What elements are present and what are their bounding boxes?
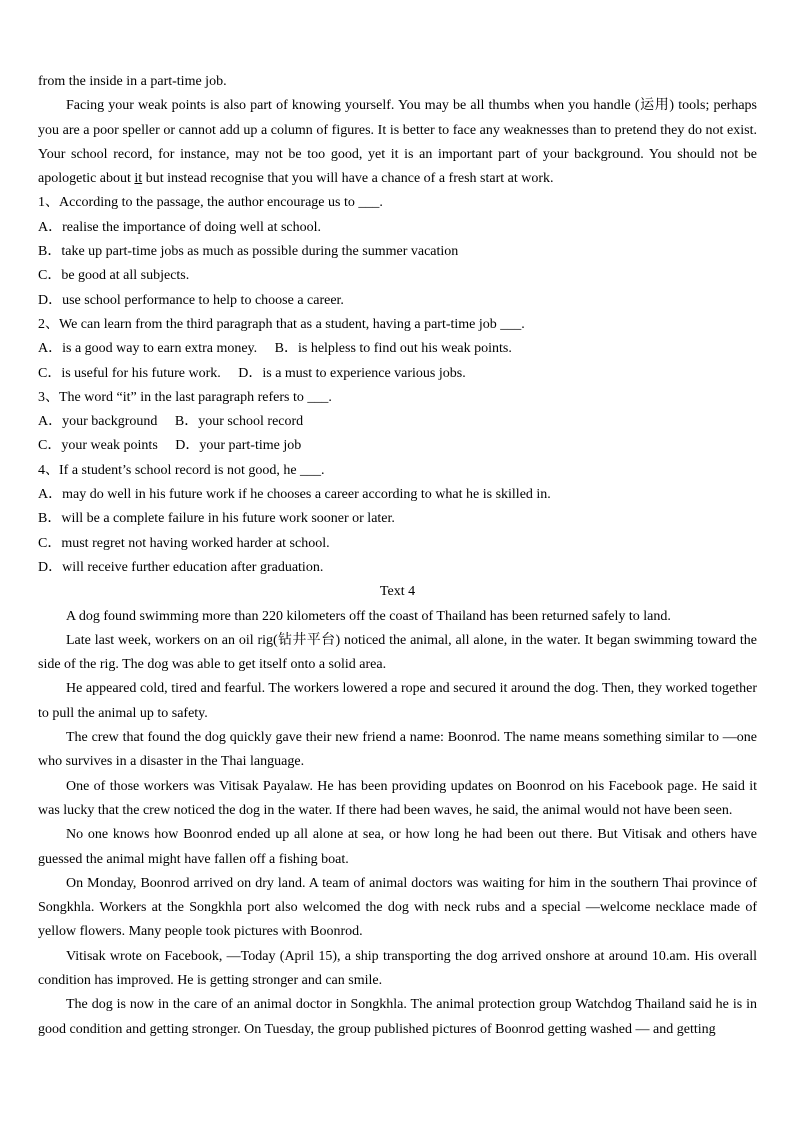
text-4-heading: Text 4 bbox=[379, 584, 416, 600]
paragraph-facing-weak-points bbox=[38, 94, 757, 191]
text4-paragraph-2: Late last week, workers on an oil rig(钻井平台) noticed the animal, all alone, in the water. It began swimming toward the side of the rig. The dog was able to get itself onto a solid area. bbox=[38, 632, 757, 673]
text4-paragraph-1: A dog found swimming more than 220 kilometers off the coast of Thailand has been returned safely to land. bbox=[66, 608, 671, 624]
continuation-text: from the inside in a part-time job. bbox=[38, 74, 227, 89]
question-2-prompt: 2、We can learn from the third paragraph that as a student, having a part-time job ___. bbox=[38, 316, 525, 332]
question-1-option-c: C．be good at all subjects. bbox=[38, 268, 190, 284]
paragraph-segment: Facing your weak points is also part of knowing yourself. You may be all thumbs when you handle (运用) tools; perhaps you are a poor speller or cannot add up a column of figures. It is better to face any weaknesses than to pretend they do not exist. Your school record, for instance, may not be too good, yet it is an important part of your background. You should not be apologetic about bbox=[38, 98, 757, 187]
question-4-option-c: C．must regret not having worked harder at school. bbox=[38, 535, 330, 551]
question-3-options-cd: C．your weak points D．your part-time job bbox=[38, 438, 302, 454]
text4-paragraph-6: No one knows how Boonrod ended up all alone at sea, or how long he had been out there. But Vitisak and others have guessed the animal might have fallen off a fishing boat. bbox=[38, 827, 757, 867]
question-3-options-ab: A．your background B．your school record bbox=[38, 414, 304, 430]
text4-paragraph-7: On Monday, Boonrod arrived on dry land. A team of animal doctors was waiting for him in the southern Thai province of Songkhla. Workers at the Songkhla port also welcomed the dog with neck rubs and a special —welcome necklace made of yellow flowers. Many people took pictures with Boonrod. bbox=[38, 875, 757, 940]
question-4-option-b: B．will be a complete failure in his future work sooner or later. bbox=[38, 511, 395, 527]
question-1-prompt: 1、According to the passage, the author encourage us to ___. bbox=[38, 195, 383, 211]
question-1-option-a: A．realise the importance of doing well at school. bbox=[38, 219, 322, 235]
underlined-word-it: it bbox=[134, 171, 143, 187]
paragraph-segment: but instead recognise that you will have a chance of a fresh start at work. bbox=[142, 171, 554, 187]
question-3-prompt: 3、The word “it” in the last paragraph refers to ___. bbox=[38, 389, 332, 405]
question-1-option-b: B．take up part-time jobs as much as possible during the summer vacation bbox=[38, 244, 459, 260]
text4-paragraph-5: One of those workers was Vitisak Payalaw. He has been providing updates on Boonrod on his Facebook page. He said it was lucky that the crew noticed the dog in the water. If there had been waves, he said, the animal would not have been seen. bbox=[38, 778, 757, 818]
text4-paragraph-3: He appeared cold, tired and fearful. The workers lowered a rope and secured it around the dog. Then, they worked together to pull the animal up to safety. bbox=[38, 681, 757, 721]
text4-paragraph-9: The dog is now in the care of an animal doctor in Songkhla. The animal protection group Watchdog Thailand said he is in good condition and getting stronger. On Tuesday, the group published pictures of Boonrod getting washed — and getting bbox=[38, 997, 757, 1037]
question-1-option-d: D．use school performance to help to choose a career. bbox=[38, 292, 344, 308]
question-4-prompt: 4、If a student’s school record is not good, he ___. bbox=[38, 462, 325, 478]
question-4-option-d: D．will receive further education after graduation. bbox=[38, 559, 324, 575]
text4-paragraph-8: Vitisak wrote on Facebook, —Today (April 15), a ship transporting the dog arrived onshore at around 10.am. His overall condition has improved. He is getting stronger and can smile. bbox=[38, 948, 757, 988]
question-4-option-a: A．may do well in his future work if he chooses a career according to what he is skilled in. bbox=[38, 487, 551, 503]
question-2-options-cd: C．is useful for his future work. D．is a must to experience various jobs. bbox=[38, 365, 466, 381]
text4-paragraph-4: The crew that found the dog quickly gave their new friend a name: Boonrod. The name means something similar to —one who survives in a disaster in the Thai language. bbox=[38, 730, 757, 770]
question-2-options-ab: A．is a good way to earn extra money. B．is helpless to find out his weak points. bbox=[38, 341, 512, 357]
